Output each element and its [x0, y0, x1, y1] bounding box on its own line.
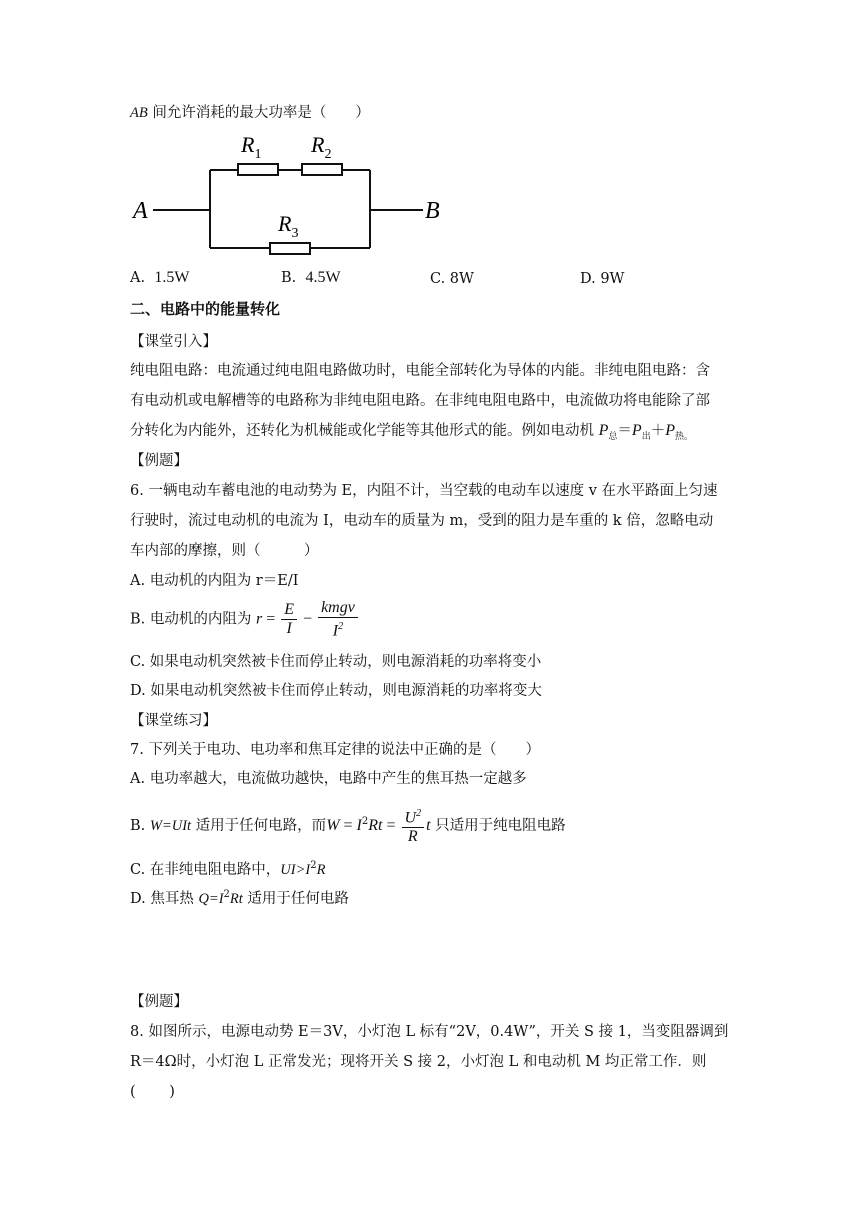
q6-option-b-eq: =	[262, 610, 280, 628]
q7-formula-i: I	[356, 816, 362, 834]
q7-option-c-prefix: C. 在非纯电阻电路中，	[130, 861, 281, 878]
formula-eq: ＝	[617, 423, 632, 439]
q5-option-d	[580, 269, 624, 289]
q7-option-d-formula: Q=I	[198, 890, 224, 907]
resistor-r2	[302, 164, 342, 175]
intro-line-2: 有电动机或电解槽等的电路称为非纯电阻电路。在非纯电阻电路中，电流做功将电能除了部	[130, 393, 710, 409]
formula-sub-total: 总	[608, 431, 618, 442]
formula-sub-heat: 热	[674, 431, 684, 442]
q6-option-b-r: r	[255, 610, 263, 628]
q5-option-d-letter: D.	[580, 271, 596, 287]
q5-stem	[130, 103, 370, 123]
q7-formula-wuit: W=UIt	[149, 817, 192, 834]
label-r3: $R_3$	[278, 211, 299, 241]
q6-fraction-e-over-i	[281, 601, 297, 638]
formula-p-total: P	[598, 422, 609, 439]
label-a: A	[133, 198, 148, 224]
q5-option-c-value: 8W	[449, 271, 474, 287]
formula-p-out: P	[631, 422, 642, 439]
q7-label: 【课堂练习】	[130, 713, 217, 729]
formula-sub-out: 出	[641, 431, 651, 442]
q7-formula-eq2: =	[382, 816, 400, 834]
q7-option-c-sup: 2	[310, 860, 317, 871]
q7-formula-t: t	[426, 816, 431, 834]
section-title: 二、电路中的能量转化	[130, 300, 281, 318]
resistor-r3	[270, 243, 310, 254]
q8-line-3: ( )	[130, 1084, 175, 1100]
q7-frac-den: R	[407, 828, 418, 846]
q6-frac2-num: kmgv	[318, 599, 358, 618]
q5-option-d-value: 9W	[600, 271, 625, 287]
intro-line-3	[130, 421, 693, 447]
circuit-diagram	[125, 125, 455, 260]
q6-frac2-den-i: I	[332, 622, 339, 640]
q7-formula-w: W	[326, 816, 340, 834]
q5-option-b-value: 4.5W	[305, 269, 341, 286]
q5-option-a	[130, 268, 189, 288]
q6-line-3: 车内部的摩擦，则（ ）	[130, 543, 319, 559]
intro-line-1: 纯电阻电路：电流通过纯电阻电路做功时，电能全部转化为导体的内能。非纯电阻电路：含	[130, 363, 710, 379]
q5-option-b-letter: B.	[281, 270, 297, 286]
q5-option-c-letter: C.	[430, 271, 446, 287]
q6-line-2: 行驶时，流过电动机的电流为 I，电动车的质量为 m，受到的阻力是车重的 k 倍，忽略电动	[130, 513, 714, 529]
q6-option-b-prefix: B. 电动机的内阻为	[130, 611, 252, 628]
q6-frac2-den	[318, 618, 358, 640]
q7-formula-i-sup: 2	[361, 816, 369, 827]
q6-frac2-den-sup: 2	[338, 621, 344, 632]
formula-end: 。	[684, 431, 694, 442]
intro-label: 【课堂引入】	[130, 334, 217, 350]
q7-option-d-rt: Rt	[229, 890, 243, 907]
q7-stem: 7. 下列关于电功、电功率和焦耳定律的说法中正确的是（ ）	[130, 742, 540, 758]
q6-frac1-den: I	[286, 620, 292, 638]
q6-frac1-num: E	[281, 601, 297, 620]
q7-formula-eq1: =	[339, 816, 357, 834]
q5-option-a-letter: A.	[130, 270, 146, 286]
q6-option-d: D. 如果电动机突然被卡住而停止转动，则电源消耗的功率将变大	[130, 683, 542, 699]
q7-formula-rt: Rt	[368, 816, 383, 834]
q7-option-a: A. 电功率越大，电流做功越快，电路中产生的焦耳热一定越多	[130, 771, 527, 787]
q7-option-c-r: R	[316, 861, 326, 878]
q7-option-b-suffix: 只适用于纯电阻电路	[430, 817, 566, 834]
q7-option-d-suffix: 适用于任何电路	[242, 890, 349, 907]
q6-fraction-kmgv	[318, 599, 358, 640]
q6-option-c: C. 如果电动机突然被卡住而停止转动，则电源消耗的功率将变小	[130, 654, 542, 670]
q5-option-c	[430, 269, 474, 289]
label-b: B	[425, 198, 440, 224]
q7-fraction-u2-over-r	[402, 805, 425, 846]
q7-option-d	[130, 885, 349, 909]
q5-option-b	[281, 268, 341, 288]
resistor-r1	[238, 164, 278, 175]
q7-option-b	[130, 799, 566, 849]
q6-option-a: A. 电动机的内阻为 r＝E/I	[130, 573, 299, 589]
q5-option-a-value: 1.5W	[154, 269, 190, 286]
q7-option-c-formula: UI>I	[280, 861, 311, 878]
q8-line-1: 8. 如图所示，电源电动势 E＝3V，小灯泡 L 标有“2V，0.4W”，开关 S 接 1，当变阻器调到	[130, 1024, 729, 1040]
q7-option-d-prefix: D. 焦耳热	[130, 890, 199, 907]
q6-option-b	[130, 599, 360, 640]
q7-option-b-mid: 适用于任何电路，而	[191, 817, 327, 834]
q8-line-2: R＝4Ω时，小灯泡 L 正常发光；现将开关 S 接 2，小灯泡 L 和电动机 M 均正常工作．则	[130, 1054, 707, 1070]
q6-option-b-minus: −	[299, 610, 317, 628]
q7-option-d-sup: 2	[223, 889, 230, 900]
q5-stem-ab: AB	[130, 105, 148, 121]
intro-line-3-text: 分转化为内能外，还转化为机械能或化学能等其他形式的能。例如电动机	[130, 423, 594, 439]
label-r2: $R_2$	[311, 132, 332, 162]
formula-p-heat: P	[665, 422, 675, 439]
q7-frac-num	[402, 805, 425, 828]
q7-option-c	[130, 856, 325, 880]
q5-stem-text: 间允许消耗的最大功率是（ ）	[147, 105, 370, 121]
q6-label: 【例题】	[130, 453, 188, 469]
label-r1: $R_1$	[241, 132, 262, 162]
formula-plus: ＋	[650, 423, 666, 439]
q7-option-b-prefix: B.	[130, 817, 150, 834]
q7-frac-num-sup: 2	[416, 808, 422, 820]
q8-label: 【例题】	[130, 994, 188, 1010]
q7-frac-num-u: U	[404, 809, 417, 827]
q6-line-1: 6. 一辆电动车蓄电池的电动势为 E，内阻不计，当空载的电动车以速度 v 在水平路面上匀速	[130, 483, 718, 499]
